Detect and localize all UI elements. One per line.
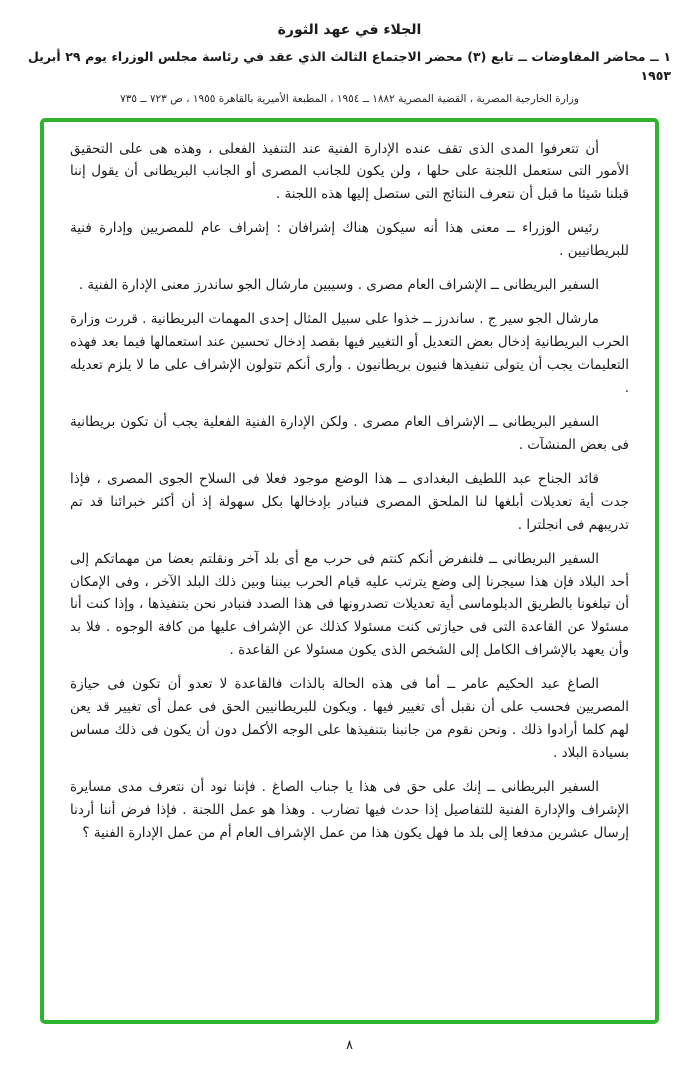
document-heading: ١ ــ محاضر المفاوضات ــ تابع (٣) محضر الاجتماع الثالث الذي عقد في رئاسة مجلس الوزراء يوم ٢٩ أبريل ١٩٥٣ [28,49,671,83]
paragraph: السفير البريطانى ــ فلنفرض أنكم كنتم فى حرب مع أى بلد آخر ونقلتم بعضا من مهماتكم إلى أحد البلاد فإن هذا سيجرنا إلى وضع يترتب عليه قيام الحرب بيننا وبين ذلك البلد الآخر ، وفى الإمكان أن تبلغونا بالطريق الدبلوماسى أية تعديلات تصدرونها فى هذا الصدد فنبادر نحن بتنفيذها ، وإذا كنت أنا مسئولا عن القاعدة التى فى حيازتى كنت مسئولا كذلك عن الإشراف عليها من كافة الوجوه . فلا بد وأن يعهد بالإشراف الكامل إلى الشخص الذى يكون مسئولا عن القاعدة . [70,550,629,659]
highlighted-content-box [40,118,659,1024]
source-citation: وزارة الخارجية المصرية ، القضية المصرية ١٨٨٢ ــ ١٩٥٤ ، المطبعة الأميرية بالقاهرة ١٩٥٥ ، ص ٧٢٣ ــ ٧٣٥ [120,92,579,105]
page-number: ٨ [346,1037,353,1053]
paragraph: السفير البريطانى ــ الإشراف العام مصرى . ولكن الإدارة الفنية الفعلية يجب أن تكون بريطانية فى بعض المنشآت . [70,413,629,453]
paragraphs [70,138,629,845]
paragraph: الصاغ عبد الحكيم عامر ــ أما فى هذه الحالة بالذات فالقاعدة لا تعدو أن تكون فى حيازة المصريين فحسب على أن نقبل أى تغيير فيها . ويكون للبريطانيين الحق فى عمل أى تغيير قد يعن لهم كلما أرادوا ذلك . ونحن نقوم من جانبنا بتنفيذها على الوجه الأكمل دون أن يكون فى ذلك مساس بسيادة البلاد . [70,676,629,762]
paragraph: قائد الجناح عبد اللطيف البغدادى ــ هذا الوضع موجود فعلا فى السلاح الجوى المصرى ، فإذا جدت أية تعديلات أبلغها لنا الملحق المصرى فنبادر بإدخالها بكل سهولة إذ أن أكثر خبرائنا قد تم تدريبهم فى انجلترا . [70,470,629,533]
paragraph: رئيس الوزراء ــ معنى هذا أنه سيكون هناك إشرافان : إشراف عام للمصريين وإدارة فنية للبريطانيين . [70,220,629,260]
paragraph: أن تتعرفوا المدى الذى تقف عنده الإدارة الفنية عند التنفيذ الفعلى ، وهذه هى على التحقيق الأمور التى ستعمل اللجنة على حلها ، ولن يكون للجانب المصرى أو الجانب البريطانى أن يقول إننا قبلنا شيئا ما قبل أن نتعرف النتائج التى ستصل إليها هذه اللجنة . [70,140,629,203]
paragraph: السفير البريطانى ــ الإشراف العام مصرى . وسيبين مارشال الجو ساندرز معنى الإدارة الفنية . [78,277,599,294]
page-title: الجلاء في عهد الثورة [277,22,422,38]
paragraph: السفير البريطانى ــ إنك على حق فى هذا يا جناب الصاغ . فإننا نود أن نتعرف مدى مسايرة الإشراف والإدارة الفنية للتفاصيل إذا حدث فيها تضارب . وهذا هو عمل اللجنة . فإذا فرض أننا أردنا إرسال عشرين مدفعا إلى بلد ما فهل يكون هذا من عمل الإشراف العام أم من عمل الإدارة الفنية ؟ [70,779,629,841]
paragraph: مارشال الجو سير ج . ساندرز ــ خذوا على سبيل المثال إحدى المهمات البريطانية . قررت وزارة الحرب البريطانية إدخال بعض التعديل أو التغيير فيها بقصد إدخال تحسين عند استعمالها فيما بعد فهذه التعليمات يجب أن يتولى تنفيذها فنيون بريطانيون . وأرى أنكم تتولون الإشراف على ما لا يلزم تعديله . [70,311,629,396]
